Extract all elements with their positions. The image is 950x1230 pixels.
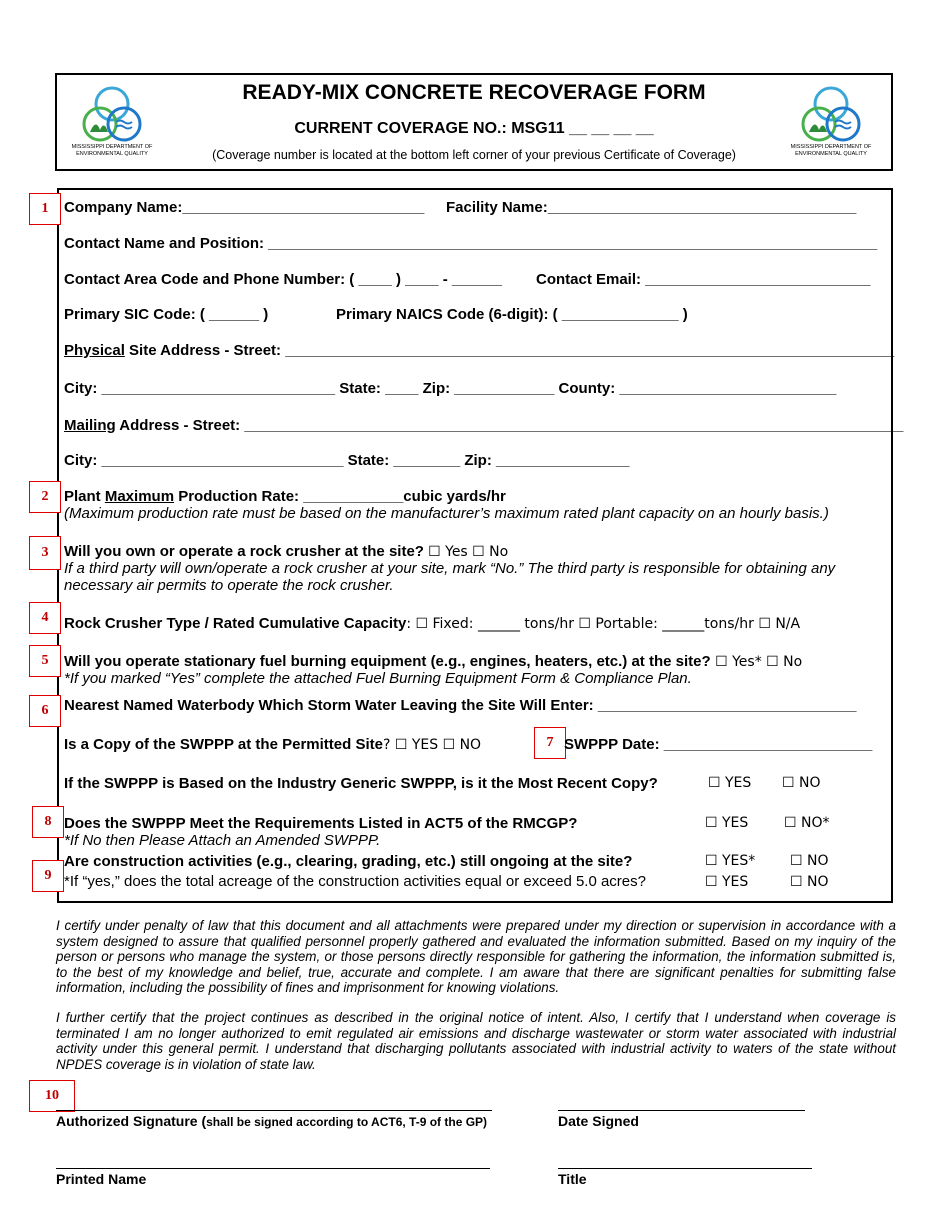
printed-name-label: Printed Name [56,1171,147,1187]
waterbody-field[interactable]: Nearest Named Waterbody Which Storm Water Leaving the Site Will Enter: _______________________________ [64,697,857,714]
sic-code-field[interactable]: Primary SIC Code: ( ______ ) [64,306,269,323]
swppp-copy-question [64,736,481,753]
certification-paragraph-1: I certify under penalty of law that this document and all attachments were prepared under my direction or supervision in accordance with a system designed to assure that qualified personnel properly gathered and evaluated the information submitted. Based on my inquiry of the person or persons who manage the system, or those persons directly responsible for gathering the information, the information submitted is, to the best of my knowledge and belief, true, accurate and complete. I am aware that there are significant penalties for submitting false information, including the possibility of fines and imprisonment for knowing violations. [56,918,896,995]
swppp-generic-question: If the SWPPP is Based on the Industry Generic SWPPP, is it the Most Recent Copy? [64,775,658,792]
mdeq-logo-icon [785,82,877,162]
mailing-city-state-zip[interactable]: City: _____________________________ State: ________ Zip: ________________ [64,452,630,469]
swppp-copy-question-text: Is a Copy of the SWPPP at the Permitted Site [64,736,383,753]
logo-caption-2: ENVIRONMENTAL QUALITY [795,151,867,157]
construction-no[interactable]: ☐ NO [790,853,829,869]
company-name-field[interactable]: Company Name:_____________________________ [64,199,425,216]
title-line[interactable] [558,1168,812,1169]
construction-yes[interactable]: ☐ YES* [705,853,756,869]
swppp-requirements-yes[interactable]: ☐ YES [705,815,749,831]
construction-question: Are construction activities (e.g., clearing, grading, etc.) still ongoing at the site? [64,853,633,870]
physical-address-field[interactable] [64,342,894,359]
coverage-label: CURRENT COVERAGE NO. [294,120,502,137]
section-badge-9: 9 [32,860,64,892]
coverage-value[interactable]: : MSG11 __ __ __ __ [501,120,654,137]
fuel-burning-question [64,653,802,670]
mailing-address-rest: Address - Street: _______________________________________________________________________________ [115,417,904,434]
authorized-signature-text: Authorized Signature ( [56,1113,207,1129]
contact-phone-field[interactable]: Contact Area Code and Phone Number: ( ____ ) ____ - ______ [64,271,502,288]
fuel-burning-question-text: Will you operate stationary fuel burning equipment (e.g., engines, heaters, etc.) at the site? [64,653,711,670]
section-badge-1: 1 [29,193,61,225]
swppp-requirements-note: *If No then Please Attach an Amended SWPPP. [64,832,381,849]
construction-acreage-no[interactable]: ☐ NO [790,874,829,890]
rock-crusher-note: If a third party will own/operate a rock crusher at your site, mark “No.” The third party is responsible for obtaining any necessary air permits to operate the rock crusher. [64,560,836,594]
authorized-signature-label [56,1113,487,1129]
coverage-number [160,120,788,138]
production-rate-maximum: Maximum [104,488,175,505]
section-badge-7: 7 [534,727,566,759]
swppp-requirements-no[interactable]: ☐ NO* [784,815,830,831]
printed-name-line[interactable] [56,1168,490,1169]
production-rate-field[interactable] [64,488,506,505]
logo-caption-2: ENVIRONMENTAL QUALITY [76,151,148,157]
swppp-date-field[interactable]: SWPPP Date: _________________________ [564,736,873,753]
mailing-address-field[interactable] [64,417,903,434]
date-signed-line[interactable] [558,1110,805,1111]
crusher-type-options[interactable]: : ☐ Fixed: ______ tons/hr ☐ Portable: ______tons/hr ☐ N/A [406,616,801,632]
logo-caption-1: MISSISSIPPI DEPARTMENT OF [790,144,872,150]
production-rate-post: Production Rate: ____________cubic yards/hr [174,488,506,505]
naics-code-field[interactable]: Primary NAICS Code (6-digit): ( ______________ ) [336,306,688,323]
section-badge-2: 2 [29,481,61,513]
rock-crusher-question [64,543,508,560]
swppp-generic-no[interactable]: ☐ NO [782,775,821,791]
mdeq-logo-left [66,82,158,162]
mdeq-logo-right [785,82,877,162]
physical-city-state-zip-county[interactable]: City: ____________________________ State: ____ Zip: ____________ County: __________________________ [64,380,837,397]
section-badge-5: 5 [29,645,61,677]
fuel-burning-options[interactable]: ☐ Yes* ☐ No [710,654,803,670]
mdeq-logo-icon [66,82,158,162]
authorized-signature-note: shall be signed according to ACT6, T-9 of the GP) [206,1115,488,1129]
construction-acreage-question: *If “yes,” does the total acreage of the construction activities equal or exceed 5.0 acres? [64,873,646,890]
authorized-signature-line[interactable] [56,1110,492,1111]
form-title: READY-MIX CONCRETE RECOVERAGE FORM [242,81,706,104]
production-rate-note: (Maximum production rate must be based on the manufacturer’s maximum rated plant capacity on an hourly basis.) [64,505,829,522]
crusher-type-question [64,615,800,632]
production-rate-pre: Plant [64,488,105,505]
contact-email-field[interactable]: Contact Email: ___________________________ [536,271,871,288]
section-badge-4: 4 [29,602,61,634]
coverage-note: (Coverage number is located at the bottom left corner of your previous Certificate of Coverage) [212,148,736,162]
section-badge-10: 10 [29,1080,75,1112]
mailing-label: Mailing [64,417,116,434]
rock-crusher-question-text: Will you own or operate a rock crusher at the site? [64,543,424,560]
crusher-type-label: Rock Crusher Type / Rated Cumulative Capacity [64,615,407,632]
swppp-requirements-question: Does the SWPPP Meet the Requirements Listed in ACT5 of the RMCGP? [64,815,578,832]
rock-crusher-options[interactable]: ☐ Yes ☐ No [428,544,509,560]
certification-paragraph-2: I further certify that the project continues as described in the original notice of intent. Also, I certify that I understand when coverage is terminated I am no longer authorized to emit regulated air emissions and discharge wastewater or storm water associated with industrial activity under this general permit. I understand that discharging pollutants associated with industrial activity to waters of the state without NPDES coverage is in violation of state law. [56,1010,896,1072]
contact-name-field[interactable]: Contact Name and Position: _________________________________________________________________________ [64,235,878,252]
physical-label: Physical [64,342,125,359]
title-label: Title [558,1171,587,1187]
construction-acreage-yes[interactable]: ☐ YES [705,874,749,890]
swppp-copy-options[interactable]: ? ☐ YES ☐ NO [382,737,482,753]
section-badge-6: 6 [29,695,61,727]
swppp-generic-yes[interactable]: ☐ YES [708,775,752,791]
fuel-burning-note: *If you marked “Yes” complete the attached Fuel Burning Equipment Form & Compliance Plan. [64,670,692,687]
date-signed-label: Date Signed [558,1113,639,1129]
facility-name-field[interactable]: Facility Name:_____________________________________ [446,199,857,216]
logo-caption-1: MISSISSIPPI DEPARTMENT OF [71,144,153,150]
section-badge-3: 3 [29,536,61,570]
physical-address-rest: Site Address - Street: _________________________________________________________________________ [124,342,895,359]
section-badge-8: 8 [32,806,64,838]
